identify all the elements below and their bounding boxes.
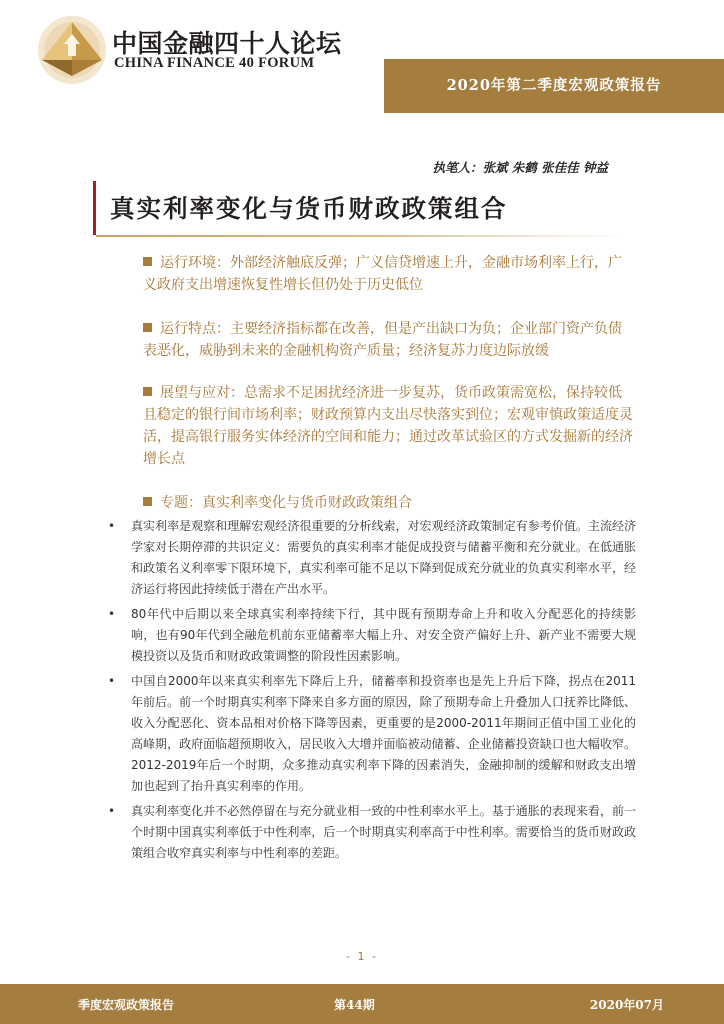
authors-line: 执笔人：张斌 朱鹤 张佳佳 钟益 xyxy=(432,160,608,175)
summary-text: 专题：真实利率变化与货币财政政策组合 xyxy=(160,495,412,511)
list-item xyxy=(108,516,636,600)
square-bullet-icon xyxy=(143,257,152,266)
summary-text: 运行特点：主要经济指标都在改善，但是产出缺口为负；企业部门资产负债表恶化，威胁到未来的金融机构资产质量；经济复苏力度边际放缓 xyxy=(143,321,622,359)
bullet-text: 中国自2000年以来真实利率先下降后上升，储蓄率和投资率也是先上升后下降，拐点在2011年前后。前一个时期真实利率下降来自多方面的原因，除了预期寿命上升叠加人口抚养比降低、收入分配恶化、资本品相对价格下降等因素，更重要的是2000-2011年期间正值中国工业化的高峰期，政府面临超预期收入，居民收入大增并面临被动储蓄、企业储蓄投资缺口也大幅收窄。2012-2019年后一个时期，众多推动真实利率下降的因素消失，金融抑制的缓解和财政支出增加也起到了抬升真实利率的作用。 xyxy=(131,674,636,793)
org-name-cn: 中国金融四十人论坛 xyxy=(112,29,342,58)
bullet-dot-icon: • xyxy=(108,674,116,688)
square-bullet-icon xyxy=(143,387,152,396)
footer-report-name: 季度宏观政策报告 xyxy=(78,998,175,1012)
summary-text: 展望与应对：总需求不足困扰经济进一步复苏，货币政策需宽松，保持较低且稳定的银行间市场利率；财政预算内支出尽快落实到位；宏观审慎政策适度灵活，提高银行服务实体经济的空间和能力；通过改革试验区的方式发掘新的经济增长点 xyxy=(143,385,633,467)
footer-band xyxy=(0,984,724,1024)
report-title-band xyxy=(384,59,724,113)
body-bullet-list xyxy=(108,516,636,868)
bullet-dot-icon: • xyxy=(108,607,116,621)
title-divider xyxy=(96,235,622,237)
article-title: 真实利率变化与货币财政政策组合 xyxy=(110,194,508,223)
bullet-dot-icon: • xyxy=(108,519,116,533)
summary-item xyxy=(143,382,633,470)
report-title: 2020年第二季度宏观政策报告 xyxy=(446,77,662,94)
title-accent-bar xyxy=(93,181,96,235)
footer-date: 2020年07月 xyxy=(589,998,664,1012)
bullet-dot-icon: • xyxy=(108,804,116,818)
bullet-text: 真实利率变化并不必然停留在与充分就业相一致的中性利率水平上。基于通胀的表现来看，前一个时期中国真实利率低于中性利率，后一个时期真实利率高于中性利率。需要恰当的货币财政政策组合收窄真实利率与中性利率的差距。 xyxy=(131,804,636,860)
page-number: - 1 - xyxy=(346,950,378,963)
bullet-text: 80年代中后期以来全球真实利率持续下行，其中既有预期寿命上升和收入分配恶化的持续影响，也有90年代到全融危机前东亚储蓄率大幅上升、对安全资产偏好上升、新产业不需要大规模投资以及货币和财政政策调整的阶段性因素影响。 xyxy=(131,607,636,663)
summary-item xyxy=(143,492,633,514)
footer-issue-number: 第44期 xyxy=(334,998,375,1012)
list-item xyxy=(108,604,636,667)
org-name-en: CHINA FINANCE 40 FORUM xyxy=(114,55,315,71)
square-bullet-icon xyxy=(143,323,152,332)
list-item xyxy=(108,801,636,864)
square-bullet-icon xyxy=(143,497,152,506)
summary-item xyxy=(143,318,633,362)
cf40-logo xyxy=(36,14,108,86)
list-item xyxy=(108,671,636,797)
bullet-text: 真实利率是观察和理解宏观经济很重要的分析线索，对宏观经济政策制定有参考价值。主流经济学家对长期停滞的共识定义：需要负的真实利率才能促成投资与储蓄平衡和充分就业。在低通胀和政策名义利率零下限环境下，真实利率可能不足以下降到促成充分就业的负真实利率水平，经济运行将因此持续低于潜在产出水平。 xyxy=(131,519,636,596)
summary-item xyxy=(143,252,633,296)
summary-text: 运行环境：外部经济触底反弹；广义信贷增速上升，金融市场利率上行，广义政府支出增速恢复性增长但仍处于历史低位 xyxy=(143,255,622,293)
